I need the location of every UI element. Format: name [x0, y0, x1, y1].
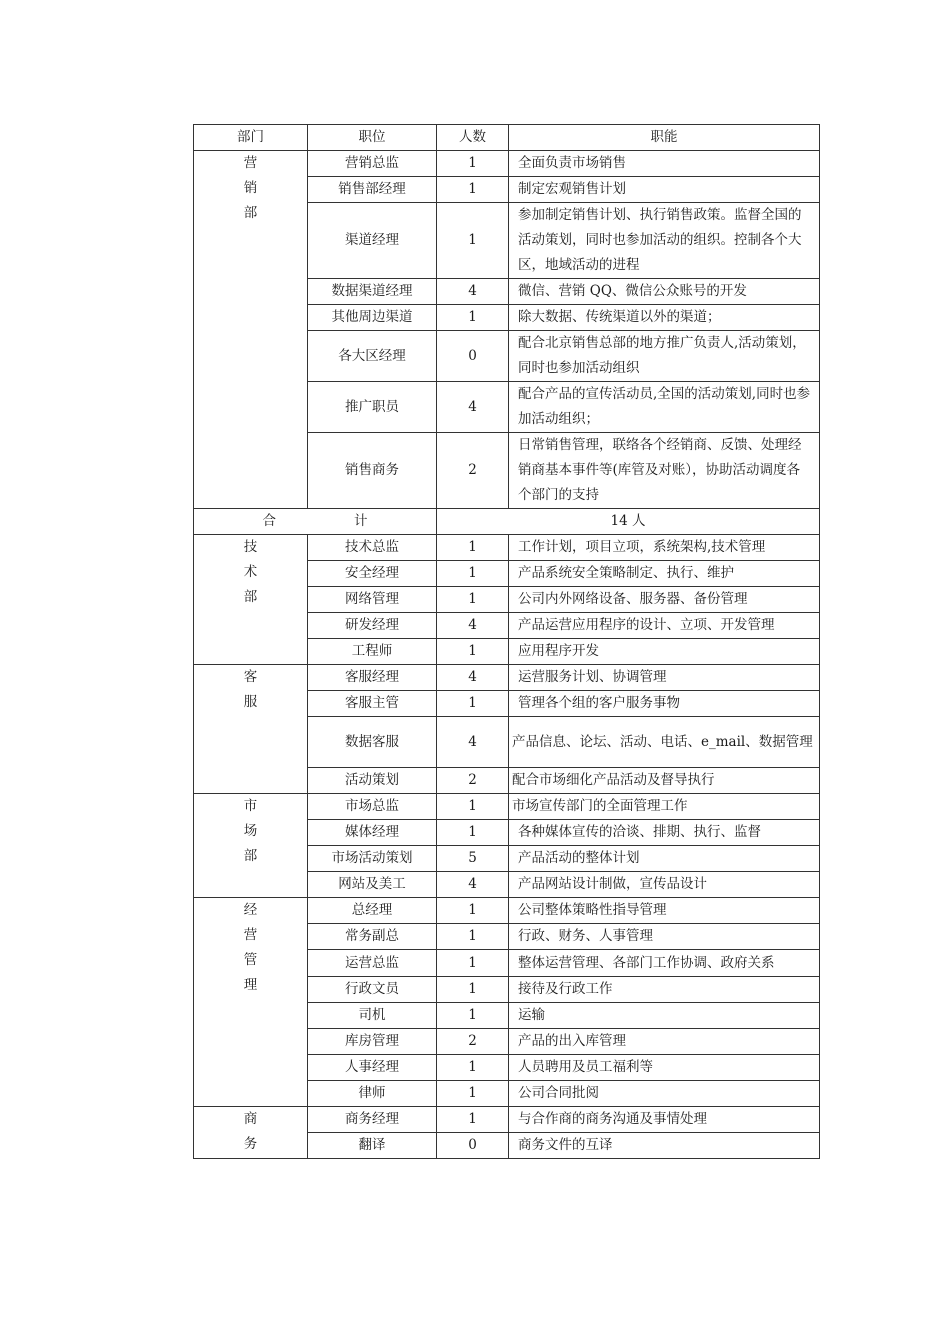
function-cell: 与合作商的商务沟通及事情处理 — [509, 1107, 820, 1133]
department-name-char: 营 — [243, 155, 258, 171]
position-cell: 活动策划 — [308, 768, 437, 794]
position-cell: 市场总监 — [308, 794, 437, 820]
headcount-cell: 4 — [437, 382, 509, 433]
position-cell: 渠道经理 — [308, 203, 437, 279]
function-cell: 全面负责市场销售 — [509, 151, 820, 177]
position-cell: 律师 — [308, 1081, 437, 1107]
department-name — [194, 151, 308, 509]
position-cell: 客服主管 — [308, 691, 437, 717]
total-label — [194, 509, 437, 535]
position-cell: 网站及美工 — [308, 872, 437, 898]
header-position: 职位 — [308, 125, 437, 151]
function-cell: 市场宣传部门的全面管理工作 — [509, 794, 820, 820]
headcount-cell: 1 — [437, 305, 509, 331]
headcount-cell: 1 — [437, 203, 509, 279]
table-row — [194, 1107, 820, 1133]
position-cell: 运营总监 — [308, 950, 437, 977]
headcount-cell: 1 — [437, 639, 509, 665]
function-cell: 除大数据、传统渠道以外的渠道； — [509, 305, 820, 331]
headcount-cell: 2 — [437, 433, 509, 509]
headcount-cell: 4 — [437, 717, 509, 768]
department-name-char: 务 — [243, 1136, 258, 1152]
function-cell: 商务文件的互译 — [509, 1133, 820, 1159]
position-cell: 司机 — [308, 1003, 437, 1029]
function-cell: 配合产品的宣传活动员,全国的活动策划,同时也参加活动组织； — [509, 382, 820, 433]
headcount-cell: 1 — [437, 898, 509, 924]
position-cell: 常务副总 — [308, 924, 437, 950]
position-cell: 客服经理 — [308, 665, 437, 691]
headcount-cell: 1 — [437, 177, 509, 203]
headcount-cell: 2 — [437, 1029, 509, 1055]
position-cell: 销售商务 — [308, 433, 437, 509]
position-cell: 各大区经理 — [308, 331, 437, 382]
headcount-cell: 1 — [437, 950, 509, 977]
headcount-cell: 1 — [437, 820, 509, 846]
function-cell: 配合北京销售总部的地方推广负责人,活动策划，同时也参加活动组织 — [509, 331, 820, 382]
department-name-char: 客 — [243, 669, 258, 685]
function-cell: 公司整体策略性指导管理 — [509, 898, 820, 924]
function-cell: 管理各个组的客户服务事物 — [509, 691, 820, 717]
function-cell: 运营服务计划、协调管理 — [509, 665, 820, 691]
function-cell: 各种媒体宣传的洽谈、排期、执行、监督 — [509, 820, 820, 846]
position-cell: 行政文员 — [308, 977, 437, 1003]
headcount-cell: 1 — [437, 1081, 509, 1107]
total-value: 14 人 — [437, 509, 820, 535]
position-cell: 市场活动策划 — [308, 846, 437, 872]
function-cell: 产品信息、论坛、活动、电话、e_mail、数据管理 — [509, 717, 820, 768]
headcount-cell: 2 — [437, 768, 509, 794]
headcount-cell: 1 — [437, 691, 509, 717]
department-name-char: 部 — [243, 589, 258, 605]
headcount-cell: 1 — [437, 535, 509, 561]
position-cell: 研发经理 — [308, 613, 437, 639]
position-cell: 工程师 — [308, 639, 437, 665]
function-cell: 整体运营管理、各部门工作协调、政府关系 — [509, 950, 820, 977]
headcount-cell: 1 — [437, 924, 509, 950]
headcount-cell: 1 — [437, 794, 509, 820]
headcount-cell: 1 — [437, 561, 509, 587]
department-name-char: 技 — [243, 539, 258, 555]
department-name-char: 场 — [243, 823, 258, 839]
position-cell: 数据客服 — [308, 717, 437, 768]
org-structure-table — [193, 124, 820, 1159]
headcount-cell: 4 — [437, 279, 509, 305]
position-cell: 商务经理 — [308, 1107, 437, 1133]
position-cell: 其他周边渠道 — [308, 305, 437, 331]
headcount-cell: 0 — [437, 331, 509, 382]
table-row — [194, 794, 820, 820]
position-cell: 库房管理 — [308, 1029, 437, 1055]
header-department: 部门 — [194, 125, 308, 151]
department-name-char: 营 — [243, 927, 258, 943]
department-name-char: 管 — [243, 952, 258, 968]
headcount-cell: 4 — [437, 872, 509, 898]
table-row — [194, 535, 820, 561]
table-row — [194, 898, 820, 924]
function-cell: 制定宏观销售计划 — [509, 177, 820, 203]
position-cell: 总经理 — [308, 898, 437, 924]
header-headcount: 人数 — [437, 125, 509, 151]
table-row — [194, 665, 820, 691]
function-cell: 配合市场细化产品活动及督导执行 — [509, 768, 820, 794]
function-cell: 工作计划，项目立项，系统架构,技术管理 — [509, 535, 820, 561]
headcount-cell: 0 — [437, 1133, 509, 1159]
department-name — [194, 535, 308, 665]
department-name — [194, 898, 308, 1107]
position-cell: 网络管理 — [308, 587, 437, 613]
position-cell: 推广职员 — [308, 382, 437, 433]
total-label-left: 合 — [262, 513, 276, 529]
headcount-cell: 5 — [437, 846, 509, 872]
department-name-char: 部 — [243, 205, 258, 221]
function-cell: 产品系统安全策略制定、执行、维护 — [509, 561, 820, 587]
headcount-cell: 1 — [437, 1055, 509, 1081]
position-cell: 人事经理 — [308, 1055, 437, 1081]
headcount-cell: 1 — [437, 977, 509, 1003]
position-cell: 翻译 — [308, 1133, 437, 1159]
function-cell: 接待及行政工作 — [509, 977, 820, 1003]
department-name-char: 商 — [243, 1111, 258, 1127]
function-cell: 日常销售管理，联络各个经销商、反馈、处理经销商基本事件等(库管及对账），协助活动调度各个部门的支持 — [509, 433, 820, 509]
department-name-char: 术 — [243, 564, 258, 580]
function-cell: 产品活动的整体计划 — [509, 846, 820, 872]
department-name — [194, 1107, 308, 1159]
position-cell: 技术总监 — [308, 535, 437, 561]
position-cell: 媒体经理 — [308, 820, 437, 846]
function-cell: 参加制定销售计划、执行销售政策。监督全国的活动策划，同时也参加活动的组织。控制各个大区，地域活动的进程 — [509, 203, 820, 279]
table-row — [194, 151, 820, 177]
total-row — [194, 509, 820, 535]
position-cell: 营销总监 — [308, 151, 437, 177]
department-name-char: 部 — [243, 848, 258, 864]
function-cell: 应用程序开发 — [509, 639, 820, 665]
position-cell: 安全经理 — [308, 561, 437, 587]
department-name-char: 销 — [243, 180, 258, 196]
headcount-cell: 1 — [437, 1003, 509, 1029]
table-header-row — [194, 125, 820, 151]
department-name-char: 理 — [243, 977, 258, 993]
headcount-cell: 4 — [437, 613, 509, 639]
function-cell: 运输 — [509, 1003, 820, 1029]
department-name-char: 市 — [243, 798, 258, 814]
headcount-cell: 1 — [437, 151, 509, 177]
function-cell: 人员聘用及员工福利等 — [509, 1055, 820, 1081]
department-name-char: 服 — [243, 694, 258, 710]
function-cell: 产品的出入库管理 — [509, 1029, 820, 1055]
function-cell: 产品运营应用程序的设计、立项、开发管理 — [509, 613, 820, 639]
function-cell: 公司合同批阅 — [509, 1081, 820, 1107]
department-name — [194, 665, 308, 794]
function-cell: 行政、财务、人事管理 — [509, 924, 820, 950]
department-name-char: 经 — [243, 902, 258, 918]
function-cell: 公司内外网络设备、服务器、备份管理 — [509, 587, 820, 613]
function-cell: 产品网站设计制做，宣传品设计 — [509, 872, 820, 898]
department-name — [194, 794, 308, 898]
headcount-cell: 1 — [437, 587, 509, 613]
position-cell: 数据渠道经理 — [308, 279, 437, 305]
position-cell: 销售部经理 — [308, 177, 437, 203]
function-cell: 微信、营销 QQ、微信公众账号的开发 — [509, 279, 820, 305]
header-function: 职能 — [509, 125, 820, 151]
total-label-right: 计 — [354, 513, 368, 529]
table-body — [194, 151, 820, 1159]
headcount-cell: 4 — [437, 665, 509, 691]
headcount-cell: 1 — [437, 1107, 509, 1133]
